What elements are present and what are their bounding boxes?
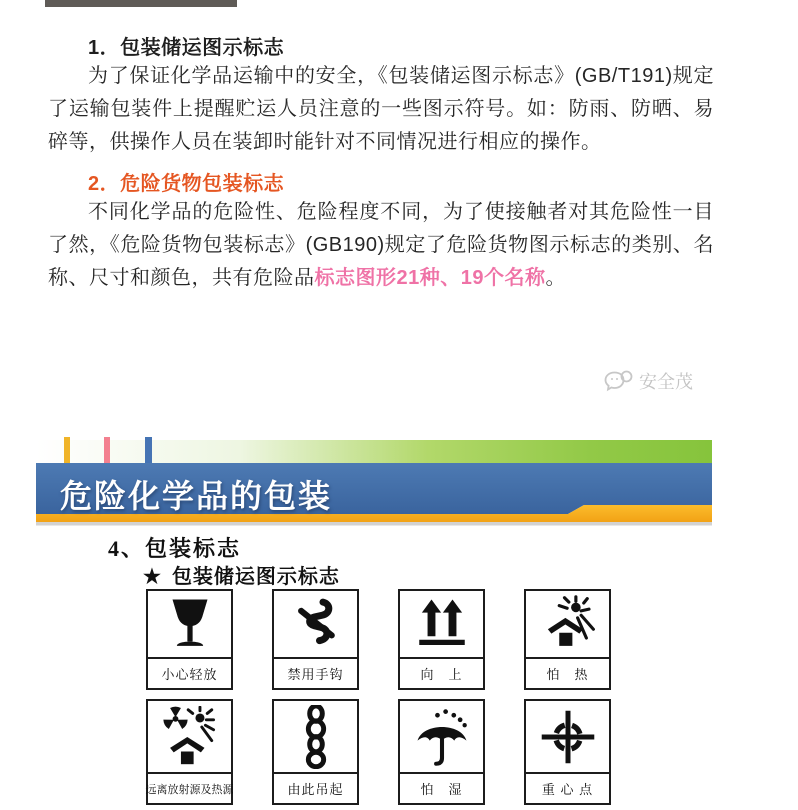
- sign-center-of-gravity: [524, 699, 611, 805]
- sign-label: 禁用手钩: [274, 657, 357, 688]
- sign-this-way-up: [398, 589, 485, 690]
- heat-sun-icon: [526, 591, 609, 657]
- packaging-signs-grid: [146, 589, 611, 805]
- radiation-heat-icon: [148, 701, 231, 772]
- center-gravity-icon: [526, 701, 609, 772]
- watermark-label: 安全茂: [639, 372, 693, 392]
- paragraph-packaging-storage: 为了保证化学品运输中的安全，《包装储运图示标志》(GB/T191)规定了运输包装件上提醒贮运人员注意的一些图示符号。如：防雨、防晒、易碎等，供操作人员在装卸时能针对不同情况进行相应的操作。: [48, 65, 714, 153]
- sign-keep-away-from-heat: [524, 589, 611, 690]
- sign-label: 由此吊起: [274, 772, 357, 803]
- paragraph-dangerous-goods: [48, 196, 714, 295]
- sign-label: 怕 湿: [400, 772, 483, 803]
- section-subheading: [143, 560, 340, 589]
- wine-glass-icon: [148, 591, 231, 657]
- heading-dangerous-goods-marks: 2．危险货物包装标志: [88, 173, 285, 195]
- sign-sling-here: [272, 699, 359, 805]
- paragraph-dangerous-goods-period: 。: [545, 267, 566, 289]
- title-banner: [36, 435, 712, 530]
- banner-title: 危险化学品的包装: [60, 478, 333, 514]
- sign-keep-dry: [398, 699, 485, 805]
- star-icon: ★: [143, 566, 162, 588]
- top-edge-artifact: [45, 0, 237, 7]
- no-hand-hook-icon: [274, 591, 357, 657]
- highlight-counts: 标志图形21种、19个名称: [314, 267, 546, 289]
- chain-icon: [274, 701, 357, 772]
- watermark: [604, 368, 693, 394]
- section-subheading-label: 包装储运图示标志: [171, 566, 340, 588]
- sign-keep-away-from-radiation: [146, 699, 233, 805]
- ribbon-shadow: [36, 522, 712, 526]
- chat-bubbles-icon: [604, 369, 634, 393]
- tick-blue: [145, 437, 152, 464]
- sign-handle-with-care: [146, 589, 233, 690]
- tick-pink: [104, 437, 110, 464]
- heading-packaging-storage-marks: 1．包装储运图示标志: [88, 37, 285, 59]
- tick-yellow: [64, 437, 70, 464]
- sign-label: 向 上: [400, 657, 483, 688]
- green-gradient-strip: [36, 440, 712, 463]
- sign-label: 小心轻放: [148, 657, 231, 688]
- up-arrows-icon: [400, 591, 483, 657]
- sign-no-hand-hook: [272, 589, 359, 690]
- paragraph-dangerous-goods-text: 不同化学品的危险性、危险程度不同，为了使接触者对其危险性一目了然，《危险货物包装标志》(GB190)规定了危险货物图示标志的类别、名称、尺寸和颜色，共有危险品: [48, 201, 714, 289]
- sign-label: 重 心 点: [526, 772, 609, 803]
- umbrella-rain-icon: [400, 701, 483, 772]
- sign-label: 怕 热: [526, 657, 609, 688]
- section-heading: 4、包装标志: [108, 536, 242, 561]
- sign-label: 远离放射源及热源: [148, 772, 231, 803]
